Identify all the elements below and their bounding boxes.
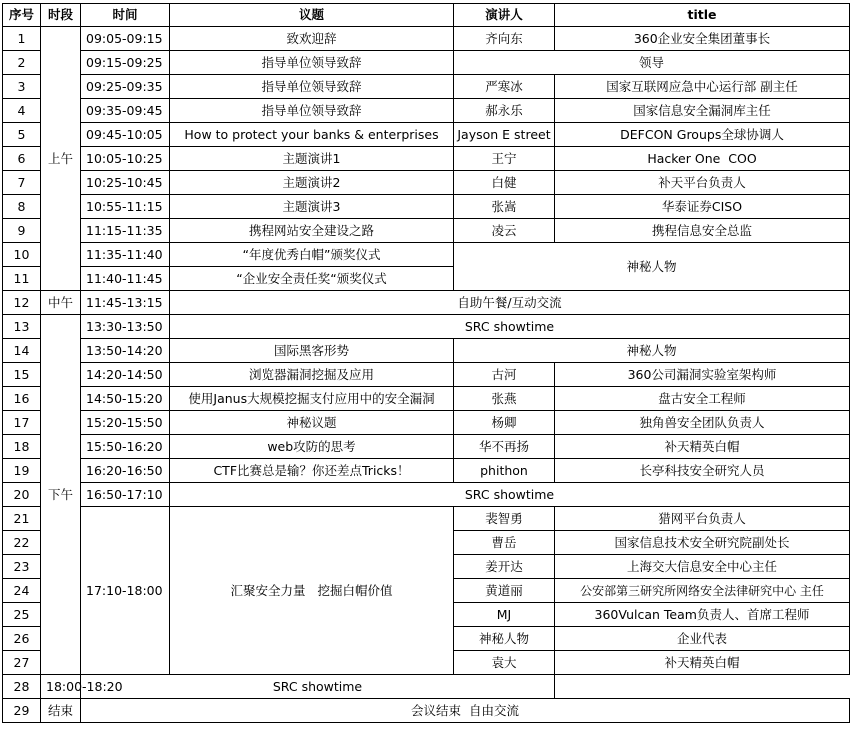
row-time: 09:15-09:25 (81, 51, 170, 75)
row-topic: How to protect your banks & enterprises (170, 123, 454, 147)
row-time: 10:05-10:25 (81, 147, 170, 171)
row-speaker: 姜开达 (454, 555, 555, 579)
row-speaker: 张嵩 (454, 195, 555, 219)
row-speaker: 袁大 (454, 651, 555, 675)
row-merged-content: SRC showtime (170, 315, 850, 339)
row-merged-content: 会议结束 自由交流 (81, 699, 850, 723)
row-speaker: 杨卿 (454, 411, 555, 435)
table-row (3, 339, 850, 363)
row-time: 10:25-10:45 (81, 171, 170, 195)
row-topic: 使用Janus大规模挖掘支付应用中的安全漏洞 (170, 387, 454, 411)
table-row (3, 171, 850, 195)
row-topic: 主题演讲1 (170, 147, 454, 171)
row-time: 09:05-09:15 (81, 27, 170, 51)
row-seq: 14 (3, 339, 41, 363)
row-time: 15:20-15:50 (81, 411, 170, 435)
row-title: 360Vulcan Team负责人、首席工程师 (555, 603, 850, 627)
row-seq: 17 (3, 411, 41, 435)
row-seq: 4 (3, 99, 41, 123)
row-title: 上海交大信息安全中心主任 (555, 555, 850, 579)
row-time: 16:50-17:10 (81, 483, 170, 507)
row-seq: 26 (3, 627, 41, 651)
row-title: 华泰证券CISO (555, 195, 850, 219)
row-topic: 主题演讲3 (170, 195, 454, 219)
row-title: 公安部第三研究所网络安全法律研究中心 主任 (555, 579, 850, 603)
row-topic: 主题演讲2 (170, 171, 454, 195)
header-speaker: 演讲人 (454, 4, 555, 27)
row-speaker: 古河 (454, 363, 555, 387)
row-title: 补天精英白帽 (555, 651, 850, 675)
table-row (3, 219, 850, 243)
row-time: 13:30-13:50 (81, 315, 170, 339)
table-row (3, 363, 850, 387)
table-row (3, 507, 850, 531)
row-speaker: 曹岳 (454, 531, 555, 555)
row-title: 补天平台负责人 (555, 171, 850, 195)
row-seq: 18 (3, 435, 41, 459)
row-topic: 国际黑客形势 (170, 339, 454, 363)
row-seq: 25 (3, 603, 41, 627)
table-row (3, 315, 850, 339)
row-time: 16:20-16:50 (81, 459, 170, 483)
row-time: 10:55-11:15 (81, 195, 170, 219)
period-end: 结束 (41, 699, 81, 723)
row-topic: 浏览器漏洞挖掘及应用 (170, 363, 454, 387)
row-merged-speaker-title: 领导 (454, 51, 850, 75)
table-row (3, 459, 850, 483)
row-seq: 27 (3, 651, 41, 675)
table-row (3, 243, 850, 267)
row-speaker: 王宁 (454, 147, 555, 171)
header-title: title (555, 4, 850, 27)
row-title: 携程信息安全总监 (555, 219, 850, 243)
row-title: 360公司漏洞实验室架构师 (555, 363, 850, 387)
row-speaker: 华不再扬 (454, 435, 555, 459)
table-row (3, 675, 850, 699)
row-title: Hacker One COO (555, 147, 850, 171)
row-merged-content: SRC showtime (81, 675, 555, 699)
row-title: 猎网平台负责人 (555, 507, 850, 531)
row-time: 09:25-09:35 (81, 75, 170, 99)
row-seq: 8 (3, 195, 41, 219)
row-time: 11:40-11:45 (81, 267, 170, 291)
row-merged-speaker-title: 神秘人物 (454, 339, 850, 363)
row-topic: “企业安全责任奖“颁奖仪式 (170, 267, 454, 291)
agenda-table-wrapper (2, 3, 850, 723)
row-title: 企业代表 (555, 627, 850, 651)
row-seq: 7 (3, 171, 41, 195)
row-speaker: 张燕 (454, 387, 555, 411)
row-seq: 16 (3, 387, 41, 411)
agenda-table (2, 3, 850, 723)
row-speaker: 凌云 (454, 219, 555, 243)
row-speaker: 神秘人物 (454, 627, 555, 651)
row-speaker: phithon (454, 459, 555, 483)
table-row (3, 123, 850, 147)
row-seq: 10 (3, 243, 41, 267)
table-row (3, 75, 850, 99)
row-seq: 6 (3, 147, 41, 171)
table-row (3, 147, 850, 171)
row-seq: 24 (3, 579, 41, 603)
row-seq: 22 (3, 531, 41, 555)
row-topic: 携程网站安全建设之路 (170, 219, 454, 243)
row-topic: 致欢迎辞 (170, 27, 454, 51)
row-speaker: Jayson E street (454, 123, 555, 147)
table-row (3, 411, 850, 435)
period-noon: 中午 (41, 291, 81, 315)
row-seq: 29 (3, 699, 41, 723)
row-time: 14:50-15:20 (81, 387, 170, 411)
row-seq: 15 (3, 363, 41, 387)
row-time: 11:35-11:40 (81, 243, 170, 267)
row-seq: 20 (3, 483, 41, 507)
row-seq: 13 (3, 315, 41, 339)
row-merged-content: SRC showtime (170, 483, 850, 507)
table-row (3, 27, 850, 51)
group-topic: 汇聚安全力量 挖掘白帽价值 (170, 507, 454, 675)
row-time: 13:50-14:20 (81, 339, 170, 363)
row-title: 盘古安全工程师 (555, 387, 850, 411)
row-seq: 1 (3, 27, 41, 51)
table-row (3, 195, 850, 219)
header-seq: 序号 (3, 4, 41, 27)
row-time: 09:35-09:45 (81, 99, 170, 123)
header-period: 时段 (41, 4, 81, 27)
row-topic: 指导单位领导致辞 (170, 51, 454, 75)
row-title: 补天精英白帽 (555, 435, 850, 459)
row-seq: 9 (3, 219, 41, 243)
row-seq: 21 (3, 507, 41, 531)
row-title: 360企业安全集团董事长 (555, 27, 850, 51)
row-merged-content: 自助午餐/互动交流 (170, 291, 850, 315)
row-speaker: 郝永乐 (454, 99, 555, 123)
row-seq: 2 (3, 51, 41, 75)
table-row (3, 435, 850, 459)
row-speaker: MJ (454, 603, 555, 627)
row-title: 独角兽安全团队负责人 (555, 411, 850, 435)
table-row (3, 387, 850, 411)
row-seq: 11 (3, 267, 41, 291)
row-merged-speaker-title: 神秘人物 (454, 243, 850, 291)
row-speaker: 齐向东 (454, 27, 555, 51)
row-time: 11:15-11:35 (81, 219, 170, 243)
row-seq: 19 (3, 459, 41, 483)
row-time: 14:20-14:50 (81, 363, 170, 387)
period-morning: 上午 (41, 27, 81, 291)
row-time: 09:45-10:05 (81, 123, 170, 147)
table-row (3, 99, 850, 123)
row-topic: web攻防的思考 (170, 435, 454, 459)
row-time: 11:45-13:15 (81, 291, 170, 315)
row-title: 长亭科技安全研究人员 (555, 459, 850, 483)
row-seq: 23 (3, 555, 41, 579)
row-seq: 3 (3, 75, 41, 99)
table-row (3, 291, 850, 315)
row-speaker: 裴智勇 (454, 507, 555, 531)
row-title: 国家信息安全漏洞库主任 (555, 99, 850, 123)
row-topic: 指导单位领导致辞 (170, 75, 454, 99)
row-seq: 28 (3, 675, 41, 699)
row-speaker: 白健 (454, 171, 555, 195)
group-time: 17:10-18:00 (81, 507, 170, 675)
header-topic: 议题 (170, 4, 454, 27)
row-topic: 指导单位领导致辞 (170, 99, 454, 123)
row-time: 18:00-18:20 (41, 675, 81, 699)
row-seq: 5 (3, 123, 41, 147)
row-title: 国家互联网应急中心运行部 副主任 (555, 75, 850, 99)
row-speaker: 黄道丽 (454, 579, 555, 603)
header-time: 时间 (81, 4, 170, 27)
row-seq: 12 (3, 291, 41, 315)
period-afternoon: 下午 (41, 315, 81, 675)
row-title: DEFCON Groups全球协调人 (555, 123, 850, 147)
row-speaker: 严寒冰 (454, 75, 555, 99)
header-row (3, 4, 850, 27)
table-row (3, 483, 850, 507)
row-topic: CTF比赛总是输？你还差点Tricks！ (170, 459, 454, 483)
row-topic: “年度优秀白帽”颁奖仪式 (170, 243, 454, 267)
row-title: 国家信息技术安全研究院副处长 (555, 531, 850, 555)
row-topic: 神秘议题 (170, 411, 454, 435)
table-row (3, 51, 850, 75)
table-row (3, 699, 850, 723)
row-time: 15:50-16:20 (81, 435, 170, 459)
